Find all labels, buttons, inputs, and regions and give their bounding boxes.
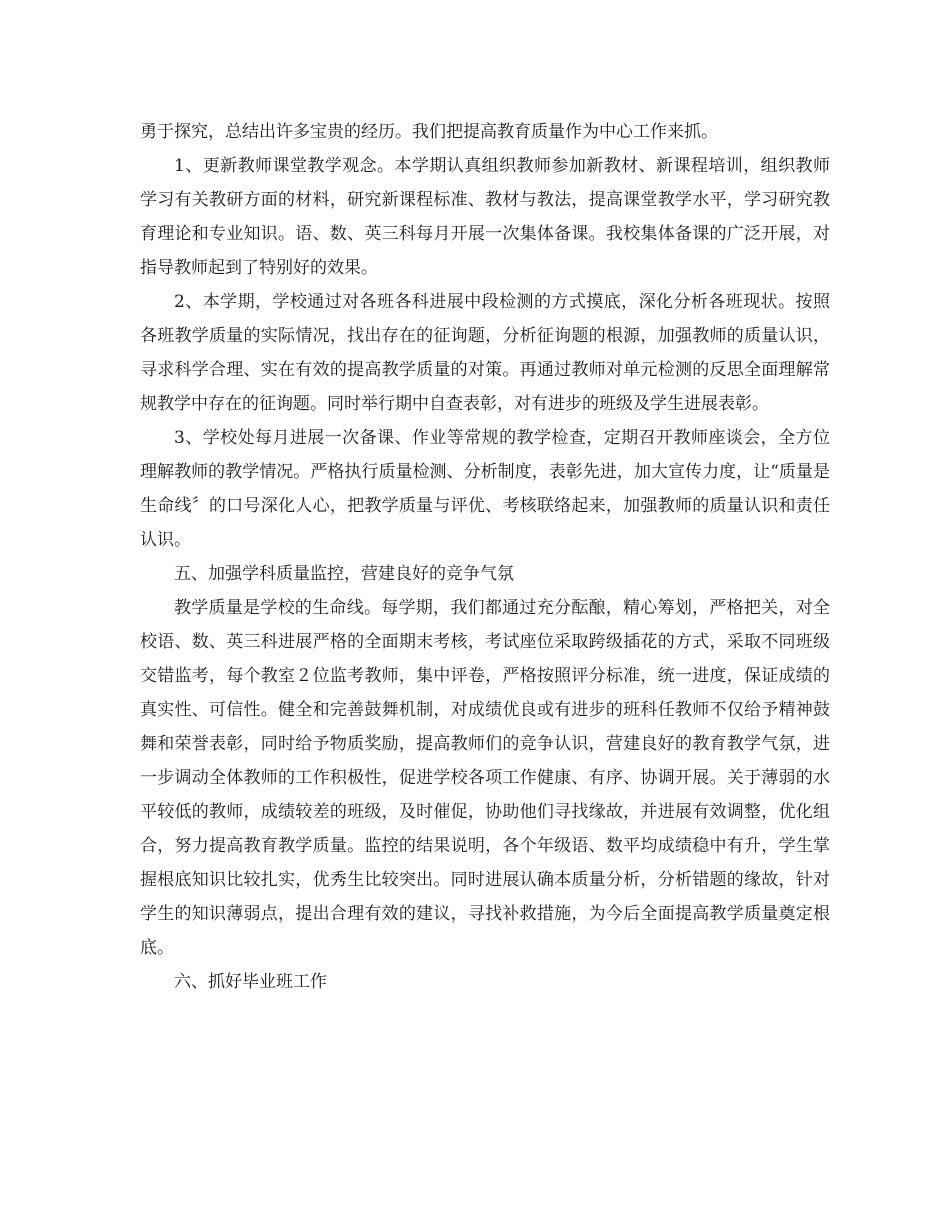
- paragraph-section-5-body: 教学质量是学校的生命线。每学期，我们都通过充分酝酿，精心筹划，严格把关，对全校语、数、英三科进展严格的全面期末考核，考试座位采取跨级插花的方式，采取不同班级交错监考，每个教室２位监考教师，集中评卷，严格按照评分标准，统一进度，保证成绩的真实性、可信性。健全和完善鼓舞机制，对成绩优良或有进步的班科任教师不仅给予精神鼓舞和荣誉表彰，同时给予物质奖励，提高教师们的竞争认识，营建良好的教育教学气氛，进一步调动全体教师的工作积极性，促进学校各项工作健康、有序、协调开展。关于薄弱的水平较低的教师，成绩较差的班级，及时催促，协助他们寻找缘故，并进展有效调整，优化组合，努力提高教育教学质量。监控的结果说明，各个年级语、数平均成绩稳中有升，学生掌握根底知识比较扎实，优秀生比较突出。同时进展认确本质量分析，分析错题的缘故，针对学生的知识薄弱点，提出合理有效的建议，寻找补救措施，为今后全面提高教学质量奠定根底。: [140, 598, 830, 958]
- section-heading-6: 六、抓好毕业班工作: [174, 972, 327, 992]
- paragraph-item-2: 2、本学期，学校通过对各班各科进展中段检测的方式摸底，深化分析各班现状。按照各班教学质量的实际情况，找出存在的征询题，分析征询题的根源，加强教师的质量认识，寻求科学合理、实在有效的提高教学质量的对策。再通过教师对单元检测的反思全面理解常规教学中存在的征询题。同时举行期中自查表彰，对有进步的班级及学生进展表彰。: [140, 292, 830, 414]
- paragraph-item-1: 1、更新教师课堂教学观念。本学期认真组织教师参加新教材、新课程培训，组织教师学习有关教研方面的材料，研究新课程标准、教材与教法，提高课堂教学水平，学习研究教育理论和专业知识。语、数、英三科每月开展一次集体备课。我校集体备课的广泛开展，对指导教师起到了特别好的效果。: [140, 156, 830, 278]
- paragraph-continuation: 勇于探究，总结出许多宝贵的经历。我们把提高教育质量作为中心工作来抓。: [140, 122, 718, 142]
- document-body: [140, 115, 830, 999]
- section-heading-5: 五、加强学科质量监控，营建良好的竞争气氛: [174, 564, 514, 584]
- paragraph-item-3: 3、学校处每月进展一次备课、作业等常规的教学检查，定期召开教师座谈会，全方位理解教师的教学情况。严格执行质量检测、分析制度，表彰先进，加大宣传力度，让“质量是生命线〞的口号深化人心，把教学质量与评优、考核联络起来，加强教师的质量认识和责任认识。: [140, 428, 830, 550]
